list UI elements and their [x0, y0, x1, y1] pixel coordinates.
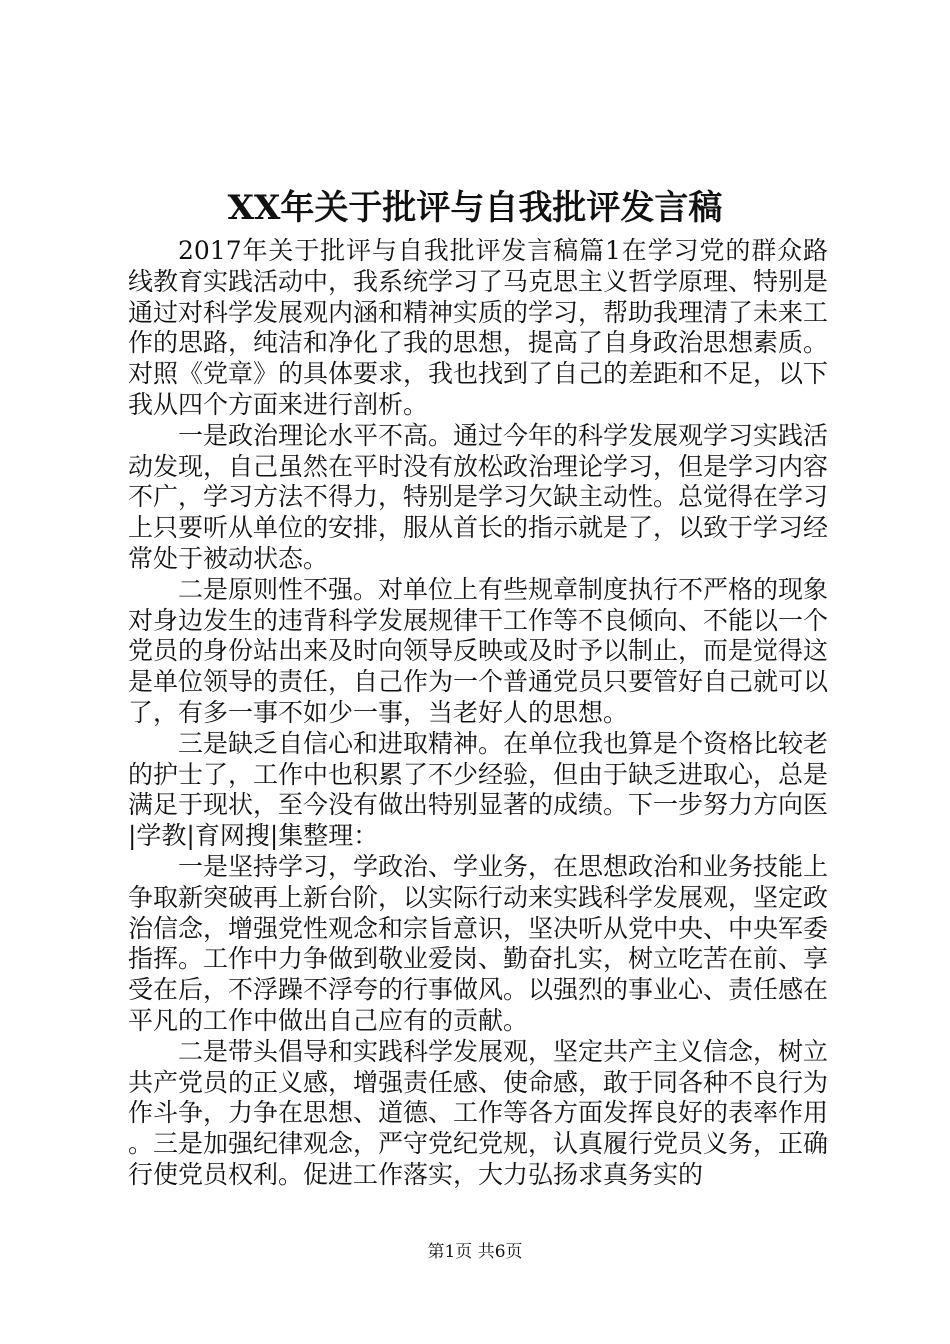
paragraph-point-two: 二是原则性不强。对单位上有些规章制度执行不严格的现象对身边发生的违背科学发展规律干工作等不良倾向、不能以一个党员的身份站出来及时向领导反映或及时予以制止，而是觉得这是单位领导的责任，自己作为一个普通党员只要管好自己就可以了，有多一事不如少一事，当老好人的思想。 — [128, 574, 829, 727]
paragraph-point-three: 三是缺乏自信心和进取精神。在单位我也算是个资格比较老的护士了，工作中也积累了不少经验，但由于缺乏进取心，总是满足于现状，至今没有做出特别显著的成绩。下一步努力方向医|学教|育网搜|集整理： — [128, 728, 829, 851]
document-body — [128, 236, 828, 1191]
paragraph-intro: 2017年关于批评与自我批评发言稿篇1在学习党的群众路线教育实践活动中，我系统学习了马克思主义哲学原理、特别是通过对科学发展观内涵和精神实质的学习，帮助我理清了未来工作的思路，纯洁和净化了我的思想，提高了自身政治思想素质。对照《党章》的具体要求，我也找到了自己的差距和不足，以下我从四个方面来进行剖析。 — [128, 236, 829, 419]
paragraph-direction-one: 一是坚持学习，学政治、学业务，在思想政治和业务技能上争取新突破再上新台阶，以实际行动来实践科学发展观，坚定政治信念，增强党性观念和宗旨意识，坚决听从党中央、中央军委指挥。工作中力争做到敬业爱岗、勤奋扎实，树立吃苦在前、享受在后，不浮躁不浮夸的行事做风。以强烈的事业心、责任感在平凡的工作中做出自己应有的贡献。 — [128, 851, 829, 1035]
paragraph-direction-two: 二是带头倡导和实践科学发展观，坚定共产主义信念，树立共产党员的正义感，增强责任感、使命感，敢于同各种不良行为作斗争，力争在思想、道德、工作等各方面发挥良好的表率作用。三是加强纪律观念，严守党纪党规，认真履行党员义务，正确行使党员权利。促进工作落实，大力弘扬求真务实的 — [128, 1036, 829, 1189]
page-number-footer: 第1页 共6页 — [427, 1242, 523, 1262]
paragraph-point-one: 一是政治理论水平不高。通过今年的科学发展观学习实践活动发现，自己虽然在平时没有放松政治理论学习，但是学习内容不广，学习方法不得力，特别是学习欠缺主动性。总觉得在学习上只要听从单位的安排，服从首长的指示就是了，以致于学习经常处于被动状态。 — [128, 420, 829, 573]
document-title: XX年关于批评与自我批评发言稿 — [227, 188, 723, 228]
